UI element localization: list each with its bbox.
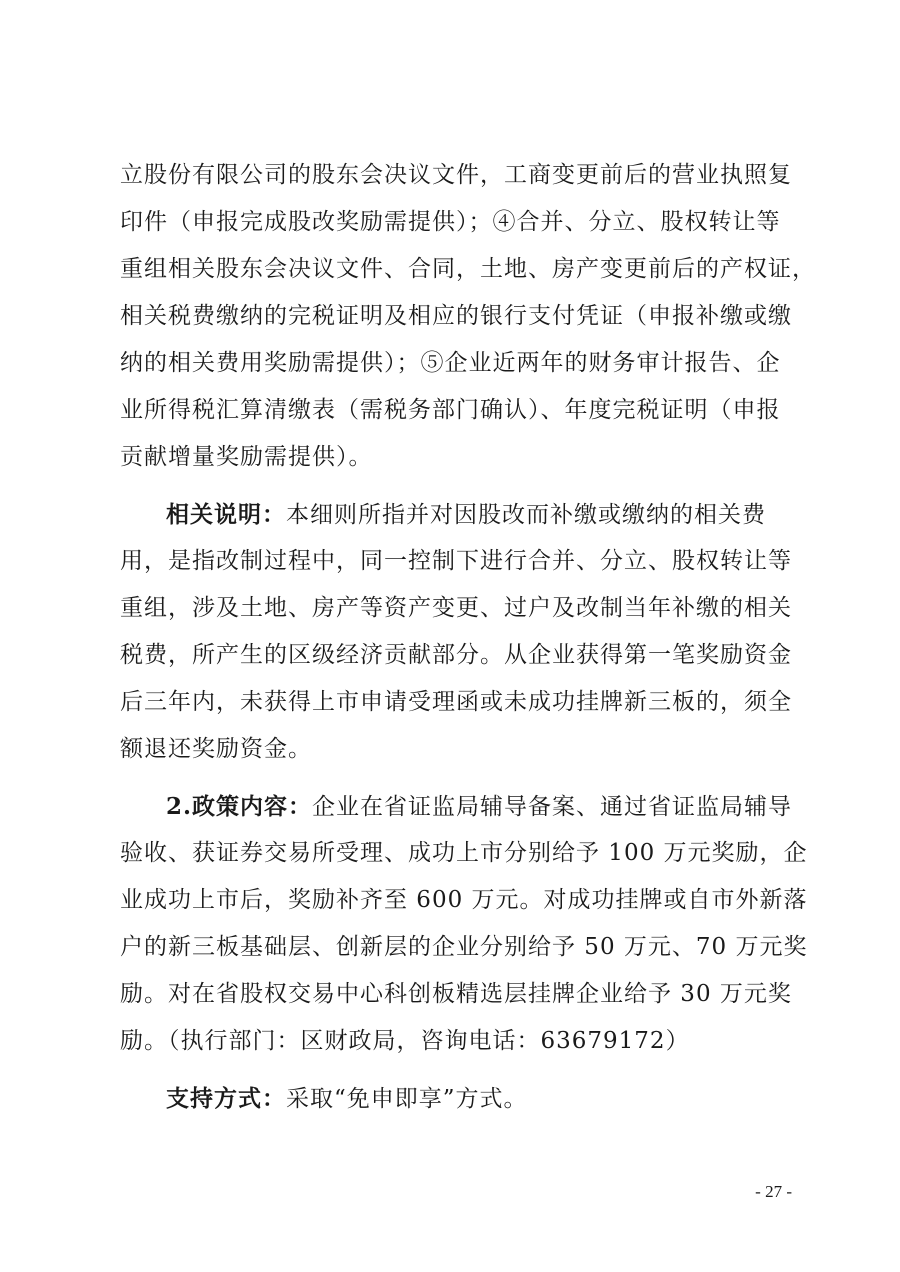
text-line: 验收、获证券交易所受理、成功上市分别给予 100 万元奖励，企 — [120, 840, 808, 866]
paragraph-related-notes — [120, 491, 792, 773]
paragraph-materials-continued — [120, 152, 816, 481]
page-number: - 27 - — [755, 1182, 792, 1201]
text-line: 相关税费缴纳的完税证明及相应的银行支付凭证（申报补缴或缴 — [120, 303, 792, 329]
text-line: 印件（申报完成股改奖励需提供）；④合并、分立、股权转让等 — [120, 209, 781, 235]
text-line — [120, 491, 788, 538]
text-fragment: 本细则所指并对因股改而补缴或缴纳的相关费 — [286, 502, 766, 528]
text-line: 纳的相关费用奖励需提供）；⑤企业近两年的财务审计报告、企 — [120, 350, 781, 376]
text-fragment: 采取“免申即享”方式。 — [286, 1086, 528, 1112]
paragraph-spacing — [120, 481, 788, 491]
text-line: 户的新三板基础层、创新层的企业分别给予 50 万元、70 万元奖 — [120, 934, 808, 960]
text-line: 励。（执行部门：区财政局，咨询电话：63679172） — [120, 1028, 690, 1054]
section-label: 2.政策内容： — [166, 793, 313, 820]
text-line — [120, 1075, 788, 1122]
paragraph-spacing — [120, 773, 788, 783]
text-line: 业所得税汇算清缴表（需税务部门确认）、年度完税证明（申报 — [120, 397, 781, 423]
section-label: 支持方式： — [166, 1085, 286, 1112]
document-body — [120, 152, 816, 1122]
text-line: 重组相关股东会决议文件、合同，土地、房产变更前后的产权证， — [120, 256, 816, 282]
text-line: 额退还奖励资金。 — [120, 736, 312, 762]
text-line: 税费，所产生的区级经济贡献部分。从企业获得第一笔奖励资金 — [120, 642, 792, 668]
paragraph-spacing — [120, 1065, 788, 1075]
text-fragment: 企业在省证监局辅导备案、通过省证监局辅导 — [312, 794, 793, 820]
text-line: 用，是指改制过程中，同一控制下进行合并、分立、股权转让等 — [120, 548, 792, 574]
paragraph-policy-content — [120, 783, 808, 1065]
text-line: 业成功上市后，奖励补齐至 600 万元。对成功挂牌或自市外新落 — [120, 887, 808, 913]
text-line: 后三年内，未获得上市申请受理函或未成功挂牌新三板的，须全 — [120, 689, 792, 715]
text-line: 立股份有限公司的股东会决议文件，工商变更前后的营业执照复 — [120, 162, 792, 188]
section-label: 相关说明： — [166, 501, 286, 528]
text-line: 重组，涉及土地、房产等资产变更、过户及改制当年补缴的相关 — [120, 595, 792, 621]
text-line: 励。对在省股权交易中心科创板精选层挂牌企业给予 30 万元奖 — [120, 981, 792, 1007]
text-line: 贡献增量奖励需提供）。 — [120, 444, 373, 470]
text-line — [120, 783, 793, 830]
paragraph-support-method — [120, 1075, 788, 1122]
